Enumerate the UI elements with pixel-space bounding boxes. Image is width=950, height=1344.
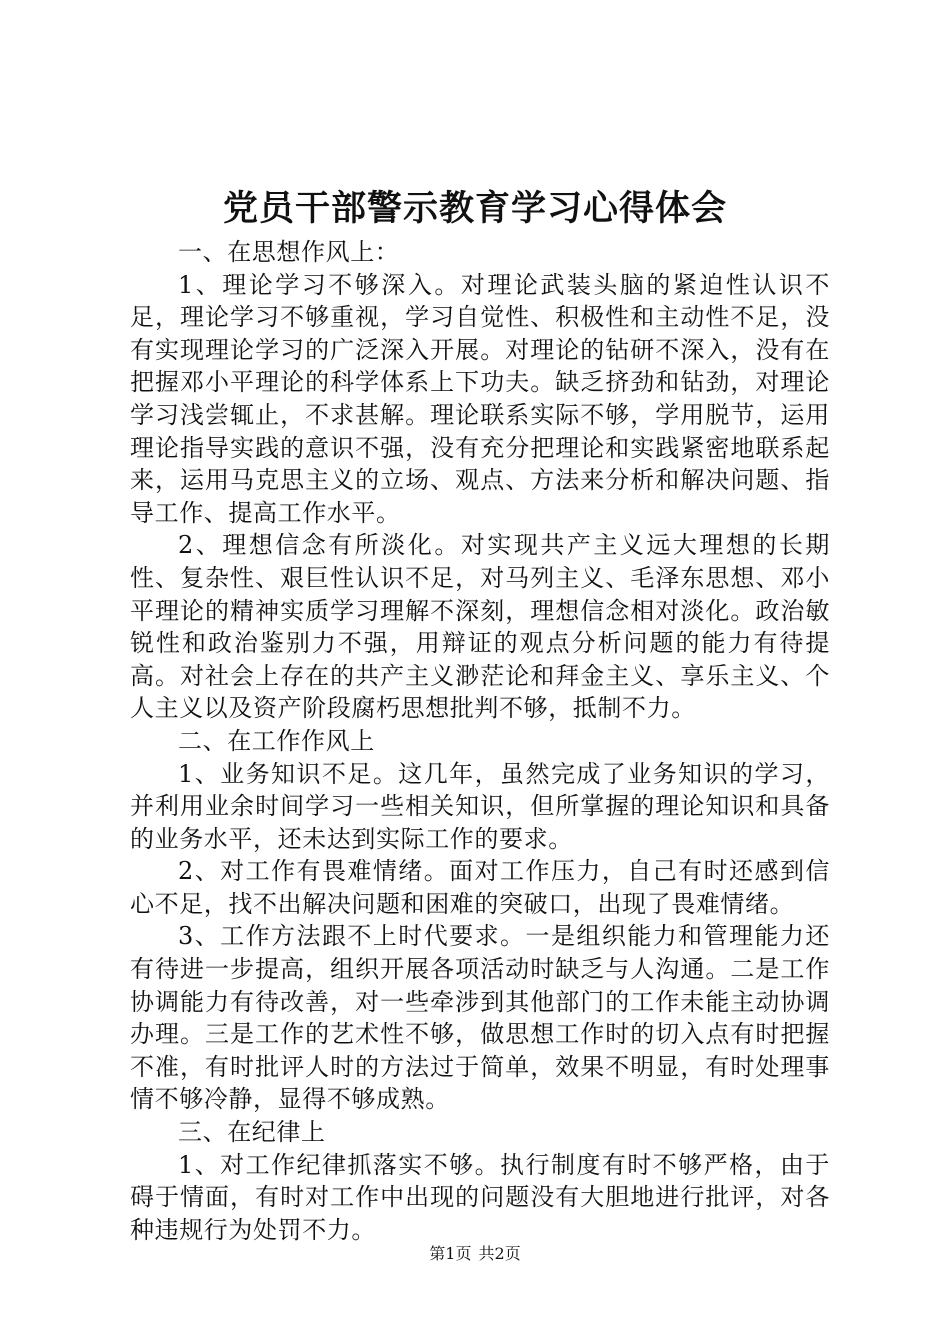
- section-heading: 一、在思想作风上：: [178, 238, 400, 266]
- paragraph: 3、工作方法跟不上时代要求。一是组织能力和管理能力还有待进一步提高，组织开展各项活动时缺乏与人沟通。二是工作协调能力有待改善，对一些牵涉到其他部门的工作未能主动协调办理。三是工作的艺术性不够，做思想工作时的切入点有时把握不准，有时批评人时的方法过于简单，效果不明显，有时处理事情不够冷静，显得不够成熟。: [130, 922, 830, 1114]
- section-heading: 三、在纪律上: [178, 1118, 326, 1147]
- paragraph: 1、理论学习不够深入。对理论武装头脑的紧迫性认识不足，理论学习不够重视，学习自觉性、积极性和主动性不足，没有实现理论学习的广泛深入开展。对理论的钻研不深入，没有在把握邓小平理论的科学体系上下功夫。缺乏挤劲和钻劲，对理论学习浅尝辄止，不求甚解。理论联系实际不够，学用脱节，运用理论指导实践的意识不强，没有充分把理论和实践紧密地联系起来，运用马克思主义的立场、观点、方法来分析和解决问题、指导工作、提高工作水平。: [130, 270, 830, 527]
- paragraph: 1、对工作纪律抓落实不够。执行制度有时不够严格，由于碍于情面，有时对工作中出现的问题没有大胆地进行批评，对各种违规行为处罚不力。: [130, 1150, 830, 1244]
- paragraph: 2、理想信念有所淡化。对实现共产主义远大理想的长期性、复杂性、艰巨性认识不足，对马列主义、毛泽东思想、邓小平理论的精神实质学习理解不深刻，理想信念相对淡化。政治敏锐性和政治鉴别力不强，用辩证的观点分析问题的能力有待提高。对社会上存在的共产主义渺茫论和拜金主义、享乐主义、个人主义以及资产阶段腐朽思想批判不够，抵制不力。: [130, 531, 830, 723]
- page-footer: [0, 1243, 950, 1265]
- document-body: [130, 236, 830, 1246]
- page-total: 共2页: [478, 1244, 521, 1263]
- paragraph: 1、业务知识不足。这几年，虽然完成了业务知识的学习，并利用业余时间学习一些相关知识，但所掌握的理论知识和具备的业务水平，还未达到实际工作的要求。: [130, 759, 830, 853]
- section-heading: 二、在工作作风上: [178, 726, 375, 755]
- paragraph: 2、对工作有畏难情绪。面对工作压力，自己有时还感到信心不足，找不出解决问题和困难的突破口，出现了畏难情绪。: [130, 857, 830, 918]
- page-number: 第1页: [429, 1244, 472, 1263]
- document-title: 党员干部警示教育学习心得体会: [222, 188, 727, 229]
